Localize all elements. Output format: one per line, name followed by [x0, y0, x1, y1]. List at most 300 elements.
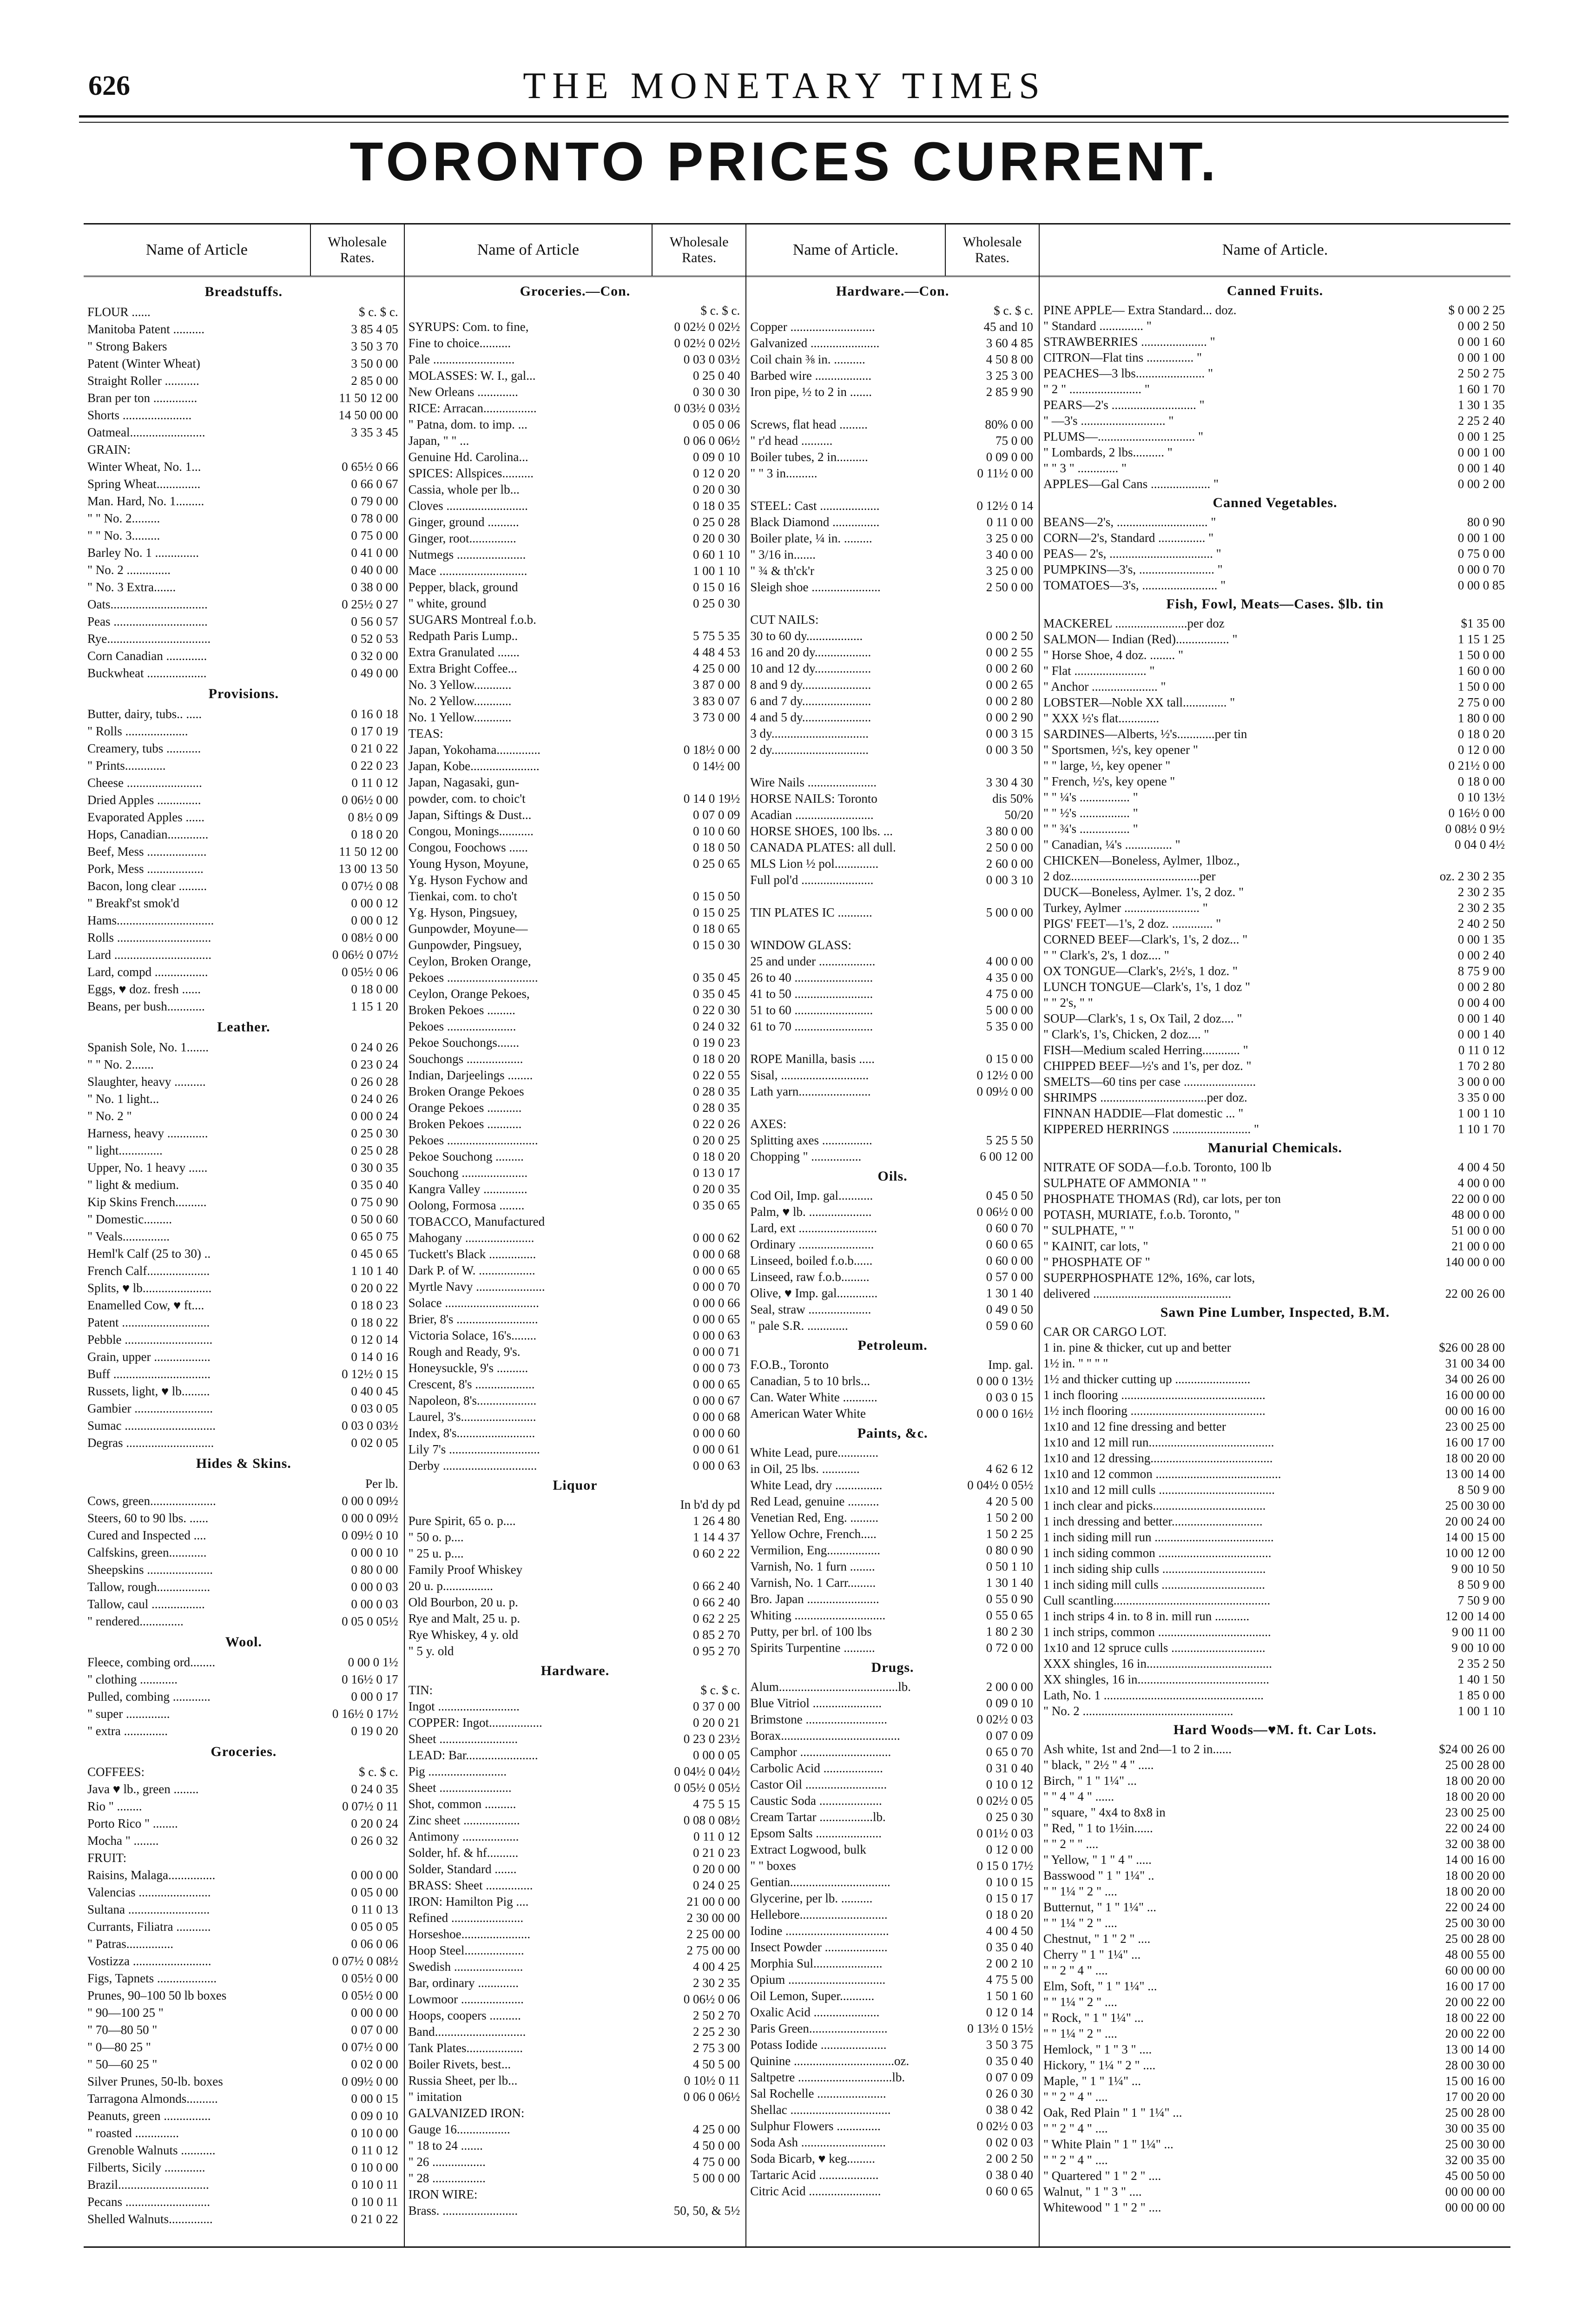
- article-name: " 5 y. old: [408, 1644, 454, 1658]
- wholesale-rate: 3 60 4 85: [986, 336, 1033, 350]
- wholesale-rate: 0 59 0 60: [986, 1319, 1033, 1333]
- article-name: Gauge 16.................: [408, 2122, 510, 2136]
- price-row: [1043, 530, 1507, 546]
- article-name: 1 inch siding common ....................................: [1043, 1546, 1272, 1560]
- article-name: 1 inch strips, common ....................................: [1043, 1625, 1271, 1639]
- article-name: " No. 2 ................................................: [1043, 1704, 1233, 1718]
- article-name: Indian, Darjeelings ........: [408, 1068, 533, 1082]
- price-row: [750, 482, 1035, 498]
- wholesale-rate: 0 24 0 26: [351, 1092, 398, 1106]
- price-row: [1043, 2120, 1507, 2136]
- price-row: [1043, 334, 1507, 350]
- article-name: Solder, hf. & hf..........: [408, 1846, 519, 1860]
- price-row: [87, 2021, 400, 2039]
- price-row: [87, 1596, 400, 1613]
- article-name: " Quartered " 1 " 2 " ....: [1043, 2169, 1161, 2183]
- wholesale-rate: 4 50 0 00: [692, 2139, 740, 2152]
- price-row: [1043, 1222, 1507, 1238]
- section-heading: Drugs.: [871, 1660, 914, 1675]
- price-row: [409, 303, 742, 319]
- article-name: " 25 u. p....: [408, 1546, 464, 1560]
- article-name: HORSE SHOES, 100 lbs. ...: [750, 824, 893, 838]
- wholesale-rate: 0 10 0 12: [986, 1777, 1033, 1791]
- wholesale-rate: 0 38 0 00: [351, 580, 398, 594]
- article-name: Hickory, " 1¼ " 2 " ....: [1043, 2058, 1156, 2072]
- price-row: [87, 860, 400, 878]
- wholesale-rate: 20 00 24 00: [1445, 1514, 1505, 1528]
- price-row: [409, 1991, 742, 2007]
- article-name: Insect Powder ....................: [750, 1940, 888, 1954]
- wholesale-rate: 0 00 0 68: [692, 1247, 740, 1261]
- article-name: Lath yarn.......................: [750, 1084, 871, 1098]
- price-row: [409, 709, 742, 726]
- price-row: [87, 878, 400, 895]
- article-name: 1x10 and 12 mill culls .....................................: [1043, 1483, 1275, 1497]
- article-name: Venetian Red, Eng. .........: [750, 1511, 879, 1525]
- price-row: [87, 757, 400, 774]
- article-name: Extra Bright Coffee...: [408, 661, 517, 675]
- wholesale-rate: 0 49 0 50: [986, 1302, 1033, 1316]
- price-row: [87, 510, 400, 527]
- wholesale-rate: 0 20 0 30: [692, 482, 740, 496]
- wholesale-rate: 0 02 0 03: [986, 2135, 1033, 2149]
- article-name: SUPERPHOSPHATE 12%, 16%, car lots,: [1043, 1271, 1255, 1285]
- wholesale-rate: 0 80 0 90: [986, 1543, 1033, 1557]
- article-name: Oolong, Formosa ........: [408, 1198, 525, 1212]
- wholesale-rate: 13 00 14 00: [1445, 1467, 1505, 1481]
- article-name: Oatmeal........................: [87, 425, 205, 439]
- price-row: [750, 1035, 1035, 1051]
- wholesale-rate: 0 35 0 40: [986, 1940, 1033, 1954]
- price-row: [1043, 947, 1507, 963]
- wholesale-rate: 0 07 0 09: [986, 1729, 1033, 1743]
- price-row: [1043, 1159, 1507, 1175]
- article-name: Soda Ash ...........................: [750, 2135, 886, 2149]
- price-row: [87, 981, 400, 998]
- price-row: [409, 1197, 742, 1214]
- wholesale-rate: 0 06½ 0 00: [976, 1205, 1033, 1219]
- wholesale-rate: [940, 612, 1035, 628]
- price-row: [750, 1318, 1035, 1334]
- article-name: Yg. Hyson Fychow and: [408, 873, 528, 887]
- wholesale-rate: 0 09 0 10: [351, 2109, 398, 2123]
- price-row: [1043, 1105, 1507, 1121]
- wholesale-rate: 0 09 0 10: [986, 1696, 1033, 1710]
- price-row: [750, 839, 1035, 856]
- price-row: [409, 1627, 742, 1643]
- article-name: F.O.B., Toronto: [750, 1358, 829, 1372]
- article-name: powder, com. to choic't: [408, 792, 526, 805]
- article-name: " French, ½'s, key opene ": [1043, 774, 1175, 788]
- price-row: [409, 1214, 742, 1230]
- wholesale-rate: 0 16½ 0 00: [1448, 806, 1505, 820]
- wholesale-rate: 0 00 0 00: [351, 2006, 398, 2020]
- price-row: [1043, 1419, 1507, 1434]
- wholesale-rate: 21 00 0 00: [686, 1895, 740, 1908]
- header-rate: Wholesale Rates.: [669, 234, 729, 265]
- price-row: [750, 823, 1035, 839]
- wholesale-rate: oz. 2 30 2 35: [1439, 869, 1505, 883]
- wholesale-rate: 0 03 0 05: [351, 1401, 398, 1415]
- article-name: 10 and 12 dy..................: [750, 661, 871, 675]
- price-row: [750, 1220, 1035, 1236]
- article-name: Lath, No. 1 ...................................................: [1043, 1688, 1264, 1702]
- price-row: [750, 937, 1035, 953]
- price-row: [1043, 2057, 1507, 2073]
- article-name: " 0—80 25 ": [87, 2040, 151, 2054]
- wholesale-rate: 2 50 2 70: [692, 2008, 740, 2022]
- wholesale-rate: 2 30 00 00: [686, 1911, 740, 1925]
- price-row: [1043, 758, 1507, 773]
- article-name: Black Diamond ...............: [750, 515, 880, 529]
- wholesale-rate: 3 25 0 00: [986, 564, 1033, 578]
- wholesale-rate: 7 50 9 00: [1457, 1593, 1505, 1607]
- section-heading: Liquor: [553, 1478, 598, 1493]
- article-name: Pekoes ......................: [408, 1019, 516, 1033]
- wholesale-rate: $ c. $ c.: [358, 1765, 398, 1779]
- section-heading: Groceries.: [211, 1744, 277, 1759]
- wholesale-rate: 0 20 0 30: [692, 531, 740, 545]
- article-name: Saltpetre ..............................lb.: [750, 2070, 905, 2084]
- price-row: [1043, 1026, 1507, 1042]
- price-row: [750, 905, 1035, 921]
- wholesale-rate: 0 14½ 00: [692, 759, 740, 773]
- article-name: Yg. Hyson, Pingsuey,: [408, 905, 518, 919]
- article-name: Boiler Rivets, best...: [408, 2057, 511, 2071]
- wholesale-rate: 0 14 0 19½: [683, 792, 740, 805]
- header-name: Name of Article.: [1222, 241, 1328, 258]
- price-row: [87, 2004, 400, 2021]
- wholesale-rate: 0 55 0 65: [986, 1608, 1033, 1622]
- price-row: [1043, 694, 1507, 710]
- article-name: Fleece, combing ord........: [87, 1655, 216, 1669]
- price-row: [409, 1327, 742, 1344]
- article-name: [87, 1475, 305, 1492]
- article-name: " imitation: [408, 2090, 462, 2104]
- article-name: Yellow Ochre, French.....: [750, 1527, 877, 1541]
- article-name: [750, 1100, 940, 1116]
- price-row: [87, 390, 400, 407]
- price-column-4: [1040, 224, 1510, 2246]
- price-row: [87, 1314, 400, 1331]
- price-row: [1043, 1608, 1507, 1624]
- wholesale-rate: 2 00 2 50: [986, 2152, 1033, 2166]
- price-row: [87, 1901, 400, 1918]
- price-row: [1043, 931, 1507, 947]
- article-name: Blue Vitriol ......................: [750, 1696, 882, 1710]
- wholesale-rate: 0 12 0 14: [351, 1333, 398, 1347]
- price-row: [409, 1763, 742, 1780]
- price-row: [750, 335, 1035, 351]
- article-name: " No. 2 ": [87, 1109, 132, 1123]
- wholesale-rate: 0 18 0 20: [692, 1149, 740, 1163]
- article-name: Barley No. 1 ..............: [87, 546, 199, 560]
- price-column-1: [84, 224, 405, 2246]
- price-row: [1043, 884, 1507, 900]
- article-name: Raisins, Malaga...............: [87, 1868, 216, 1882]
- article-name: " 2 " ....................... ": [1043, 382, 1150, 396]
- price-row: [1043, 1254, 1507, 1270]
- wholesale-rate: 0 09 0 00: [986, 450, 1033, 464]
- article-name: [750, 758, 940, 774]
- price-row: [409, 465, 742, 482]
- wholesale-rate: 0 20 0 24: [351, 1816, 398, 1830]
- wholesale-rate: 0 00 1 00: [1457, 445, 1505, 459]
- price-row: [1043, 979, 1507, 995]
- article-name: SUGARS Montreal f.o.b.: [408, 613, 536, 627]
- price-row: [750, 547, 1035, 563]
- price-row: [409, 823, 742, 839]
- wholesale-rate: 1 30 1 35: [1457, 398, 1505, 412]
- article-name: 20 u. p................: [408, 1579, 493, 1593]
- price-row: [750, 1406, 1035, 1422]
- article-name: Zinc sheet ..................: [408, 1813, 520, 1827]
- price-row: [750, 1842, 1035, 1858]
- price-row: [750, 1493, 1035, 1510]
- article-name: " " 2 " 4 " ....: [1043, 2153, 1108, 2167]
- wholesale-rate: 18 00 20 00: [1445, 1868, 1505, 1882]
- price-row: [87, 321, 400, 338]
- price-row: [87, 579, 400, 596]
- price-row: [409, 579, 742, 595]
- price-row: [1043, 663, 1507, 679]
- price-row: [750, 1461, 1035, 1477]
- wholesale-rate: 3 83 0 07: [692, 694, 740, 708]
- price-row: [87, 1578, 400, 1596]
- price-row: [1043, 2010, 1507, 2026]
- article-name: 16 and 20 dy..................: [750, 645, 871, 659]
- price-row: [409, 1611, 742, 1627]
- wholesale-rate: 0 11 0 12: [351, 2143, 398, 2157]
- wholesale-rate: $26 00 28 00: [1439, 1340, 1505, 1354]
- article-name: Bro. Japan .......................: [750, 1592, 879, 1606]
- price-row: [409, 1035, 742, 1051]
- wholesale-rate: 2 25 00 00: [686, 1927, 740, 1941]
- article-name: French Calf....................: [87, 1264, 210, 1278]
- article-name: Cheese ........................: [87, 776, 202, 790]
- price-row: [1043, 773, 1507, 789]
- article-name: Oil Lemon, Super...........: [750, 1989, 875, 2003]
- wholesale-rate: 45 00 50 00: [1445, 2169, 1505, 2183]
- article-name: " 18 to 24 .......: [408, 2139, 483, 2152]
- column-rows: [84, 277, 404, 2246]
- header-name: Name of Article.: [746, 224, 946, 276]
- wholesale-rate: 0 56 0 57: [351, 614, 398, 628]
- price-row: [1043, 1640, 1507, 1656]
- wholesale-rate: 0 00 0 16½: [976, 1406, 1033, 1420]
- wholesale-rate: 22 00 24 00: [1445, 1821, 1505, 1835]
- wholesale-rate: 0 05½ 0 00: [342, 1971, 398, 1985]
- article-name: " " 2's, " ": [1043, 996, 1093, 1010]
- price-row: [87, 929, 400, 946]
- wholesale-rate: 0 35 0 65: [692, 1198, 740, 1212]
- wholesale-rate: 0 07 0 00: [351, 2023, 398, 2037]
- price-row: [409, 2121, 742, 2138]
- article-name: Elm, Soft, " 1 " 1¼" ...: [1043, 1979, 1157, 1993]
- price-row: [750, 660, 1035, 677]
- price-row: [1043, 1042, 1507, 1058]
- wholesale-rate: 0 06½ 0 06: [683, 1992, 740, 2006]
- wholesale-rate: 8 75 9 00: [1457, 964, 1505, 978]
- price-row: [409, 1715, 742, 1731]
- price-row: [750, 1760, 1035, 1776]
- wholesale-rate: 0 60 1 10: [692, 548, 740, 561]
- wholesale-rate: 2 50 2 75: [1457, 366, 1505, 380]
- price-row: [87, 1090, 400, 1108]
- wholesale-rate: 0 60 0 65: [986, 2184, 1033, 2198]
- masthead: [0, 0, 1569, 121]
- article-name: Red Lead, genuine ..........: [750, 1494, 879, 1508]
- article-name: " 28 .................: [408, 2171, 486, 2185]
- wholesale-rate: 0 23 0 23½: [683, 1732, 740, 1746]
- article-name: " black, " 2½ " 4 " .....: [1043, 1758, 1154, 1772]
- price-row: [750, 953, 1035, 970]
- wholesale-rate: 2 75 00 00: [686, 1943, 740, 1957]
- wholesale-rate: 25 00 30 00: [1445, 2137, 1505, 2151]
- price-row: [1043, 1852, 1507, 1868]
- article-name: MACKEREL .......................per doz: [1043, 616, 1225, 630]
- price-row: [1043, 1820, 1507, 1836]
- price-row: [409, 1513, 742, 1529]
- article-name: Shellac ................................: [750, 2103, 891, 2117]
- price-row: [409, 986, 742, 1002]
- article-name: " " 2 " " ....: [1043, 1837, 1099, 1851]
- price-row: [87, 843, 400, 860]
- price-row: [750, 742, 1035, 758]
- wholesale-rate: 5 35 0 00: [986, 1019, 1033, 1033]
- price-row: [409, 1376, 742, 1393]
- price-row: [1043, 852, 1507, 868]
- article-name: Cows, green.....................: [87, 1494, 216, 1508]
- article-name: Japan, Nagasaki, gun-: [408, 775, 520, 789]
- article-name: 1x10 and 12 common ........................................: [1043, 1467, 1281, 1481]
- wholesale-rate: 4 75 0 00: [692, 2155, 740, 2169]
- article-name: Oxalic Acid .....................: [750, 2005, 880, 2019]
- wholesale-rate: 0 16½ 0 17: [342, 1672, 398, 1686]
- article-name: Cured and Inspected ....: [87, 1528, 206, 1542]
- price-row: [409, 791, 742, 807]
- price-row: [750, 579, 1035, 595]
- price-row: [1043, 963, 1507, 979]
- article-name: LUNCH TONGUE—Clark's, 1's, 1 doz ": [1043, 980, 1250, 994]
- section-heading: Fish, Fowl, Meats—Cases. $lb. tin: [1166, 596, 1384, 612]
- wholesale-rate: 0 10 0 00: [351, 2126, 398, 2140]
- price-row: [409, 1409, 742, 1425]
- price-row: [409, 449, 742, 465]
- article-name: Full pol'd .......................: [750, 873, 874, 887]
- article-name: Chestnut, " 1 " 2 " ....: [1043, 1932, 1151, 1946]
- wholesale-rate: 20 00 22 00: [1445, 2027, 1505, 2040]
- article-name: 1 inch dressing and better.............................: [1043, 1514, 1263, 1528]
- article-name: SARDINES—Alberts, ½'s............per tin: [1043, 727, 1247, 741]
- wholesale-rate: 0 04½ 0 04½: [674, 1764, 740, 1778]
- price-row: [1043, 561, 1507, 577]
- price-row: [1043, 1962, 1507, 1978]
- wholesale-rate: 0 03 0 15: [986, 1390, 1033, 1404]
- wholesale-rate: 0 00 0 70: [1457, 562, 1505, 576]
- article-name: Lily 7's .............................: [408, 1442, 540, 1456]
- price-row: [409, 1562, 742, 1578]
- price-row: [409, 530, 742, 547]
- wholesale-rate: 3 50 3 70: [351, 339, 398, 353]
- wholesale-rate: 0 02 0 00: [351, 2057, 398, 2071]
- price-row: [409, 1279, 742, 1295]
- price-row: [87, 1434, 400, 1452]
- article-name: Turkey, Aylmer ........................ ": [1043, 901, 1208, 915]
- article-name: Gambier .........................: [87, 1401, 213, 1415]
- article-name: CANADA PLATES: all dull.: [750, 840, 896, 854]
- article-name: Camphor .............................: [750, 1745, 891, 1759]
- wholesale-rate: 25 00 30 00: [1445, 1916, 1505, 1930]
- price-row: [87, 1798, 400, 1815]
- wholesale-rate: 1 15 1 20: [351, 999, 398, 1013]
- wholesale-rate: 50/20: [1004, 808, 1033, 822]
- wholesale-rate: 0 00 0 10: [351, 1545, 398, 1559]
- price-row: [1043, 1450, 1507, 1466]
- price-row: [1043, 413, 1507, 429]
- price-row: [87, 809, 400, 826]
- price-row: [1043, 1355, 1507, 1371]
- price-row: [409, 2007, 742, 2024]
- price-row: [409, 1262, 742, 1279]
- price-row: [750, 726, 1035, 742]
- price-row: [750, 368, 1035, 384]
- wholesale-rate: 0 00 3 15: [986, 726, 1033, 740]
- wholesale-rate: 0 00 0 09½: [342, 1511, 398, 1525]
- article-name: Bar, ordinary .............: [408, 1976, 519, 1990]
- price-row: [409, 872, 742, 888]
- price-row: [1043, 1577, 1507, 1592]
- article-name: Castor Oil ..........................: [750, 1777, 887, 1791]
- article-name: Steers, 60 to 90 lbs. ......: [87, 1511, 209, 1525]
- price-row: [1043, 1238, 1507, 1254]
- wholesale-rate: 1 00 1 10: [1457, 1106, 1505, 1120]
- price-row: [87, 998, 400, 1015]
- price-row: [750, 1149, 1035, 1165]
- price-row: [750, 1776, 1035, 1793]
- wholesale-rate: 0 11 0 12: [1458, 1043, 1505, 1057]
- wholesale-rate: 00 00 00 00: [1445, 2185, 1505, 2199]
- article-name: TIN:: [408, 1683, 433, 1697]
- wholesale-rate: 0 25 0 28: [351, 1143, 398, 1157]
- wholesale-rate: 0 00 3 10: [986, 873, 1033, 887]
- wholesale-rate: 0 00 1 60: [1457, 335, 1505, 349]
- wholesale-rate: 18 00 20 00: [1445, 1884, 1505, 1898]
- article-name: Pepper, black, ground: [408, 580, 518, 594]
- section-heading: Wool.: [225, 1634, 262, 1650]
- wholesale-rate: 0 65 0 70: [986, 1745, 1033, 1759]
- article-name: PIGS' FEET—1's, 2 doz. ............. ": [1043, 917, 1221, 931]
- wholesale-rate: 0 00 0 13½: [976, 1374, 1033, 1388]
- price-row: [409, 888, 742, 905]
- price-row: [409, 1083, 742, 1100]
- price-row: [409, 1425, 742, 1441]
- article-name: Degras ............................: [87, 1436, 214, 1450]
- article-name: Fine to choice..........: [408, 336, 511, 350]
- wholesale-rate: [940, 758, 1035, 774]
- price-row: [750, 1793, 1035, 1809]
- price-row: [87, 706, 400, 723]
- wholesale-rate: dis 50%: [992, 792, 1033, 805]
- wholesale-rate: 3 73 0 00: [692, 710, 740, 724]
- price-row: [1043, 789, 1507, 805]
- article-name: " " 3 in..........: [750, 466, 817, 480]
- article-name: 30 to 60 dy..................: [750, 629, 863, 643]
- wholesale-rate: 0 00 2 40: [1457, 948, 1505, 962]
- article-name: " Canadian, ¼'s ............... ": [1043, 838, 1180, 852]
- article-name: Acadian .........................: [750, 808, 874, 822]
- price-row: [409, 1002, 742, 1018]
